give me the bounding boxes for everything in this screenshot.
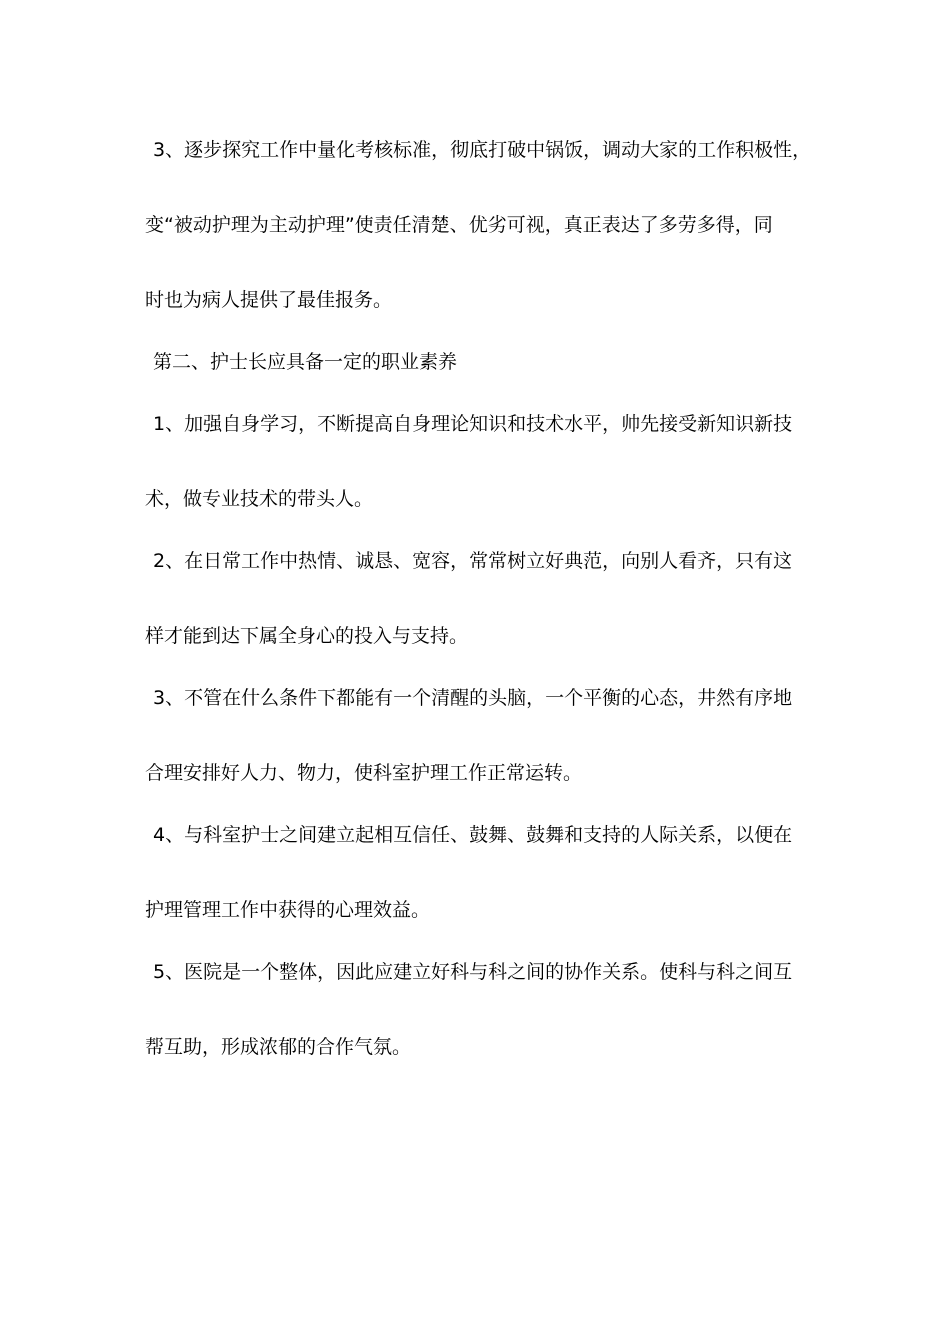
item-2-line-2: 样才能到达下属全身心的投入与支持。	[145, 625, 469, 647]
item-5-line-1: 5、医院是一个整体，因此应建立好科与科之间的协作关系。使科与科之间互	[153, 961, 793, 983]
paragraph-3-line-3: 时也为病人提供了最佳报务。	[145, 289, 393, 311]
item-3-line-2: 合理安排好人力、物力，使科室护理工作正常运转。	[145, 762, 583, 784]
item-2-line-1: 2、在日常工作中热情、诚恳、宽容，常常树立好典范，向别人看齐，只有这	[153, 550, 793, 572]
item-1-line-2: 术，做专业技术的带头人。	[145, 488, 374, 510]
paragraph-3-line-2: 变“被动护理为主动护理”使责任清楚、优劣可视，真正表达了多劳多得，同	[145, 214, 773, 236]
paragraph-3-line-1: 3、逐步探究工作中量化考核标准，彻底打破中锅饭，调动大家的工作积极性，	[153, 139, 812, 161]
item-3-line-1: 3、不管在什么条件下都能有一个清醒的头脑，一个平衡的心态，井然有序地	[153, 687, 793, 709]
item-1-line-1: 1、加强自身学习，不断提高自身理论知识和技术水平，帅先接受新知识新技	[153, 413, 793, 435]
item-4-line-1: 4、与科室护士之间建立起相互信任、鼓舞、鼓舞和支持的人际关系，以便在	[153, 824, 793, 846]
item-4-line-2: 护理管理工作中获得的心理效益。	[145, 899, 431, 921]
item-5-line-2: 帮互助，形成浓郁的合作气氛。	[145, 1036, 412, 1058]
section-heading: 第二、护士长应具备一定的职业素养	[153, 351, 458, 373]
